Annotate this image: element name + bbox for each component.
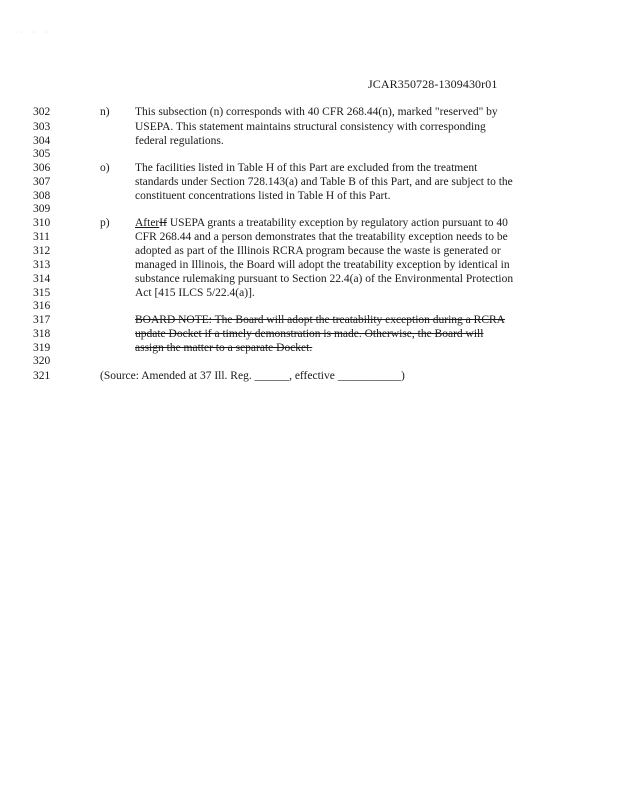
subsection-p-line: adopted as part of the Illinois RCRA program because the waste is generated or: [135, 245, 501, 257]
subsection-p-line: Act [415 ILCS 5/22.4(a)].: [135, 287, 255, 299]
line-text: USEPA grants a treatability exception by regulatory action pursuant to 40: [166, 217, 508, 229]
line-number: 305: [33, 148, 51, 160]
line-number: 309: [33, 203, 51, 215]
subsection-n-line: USEPA. This statement maintains structural consistency with corresponding: [135, 121, 486, 133]
source-note: (Source: Amended at 37 Ill. Reg. ______, effective ___________): [100, 370, 405, 382]
line-number: 311: [33, 231, 50, 243]
subsection-p-label: p): [100, 217, 110, 229]
line-number: 321: [33, 370, 51, 382]
line-number: 313: [33, 259, 51, 271]
line-number: 304: [33, 135, 51, 147]
line-number: 308: [33, 190, 51, 202]
line-number: 310: [33, 217, 51, 229]
subsection-n-label: n): [100, 106, 110, 118]
line-number: 314: [33, 273, 51, 285]
line-number: 319: [33, 342, 51, 354]
scan-speck: · · ·: [20, 28, 52, 37]
subsection-n-line: This subsection (n) corresponds with 40 CFR 268.44(n), marked "reserved" by: [135, 106, 498, 118]
line-number: 302: [33, 106, 51, 118]
subsection-p-line: managed in Illinois, the Board will adopt the treatability exception by identical in: [135, 259, 510, 271]
deleted-text: If: [159, 217, 167, 229]
line-number: 316: [33, 300, 51, 312]
inserted-text: After: [135, 217, 160, 229]
line-number: 318: [33, 328, 51, 340]
line-number: 306: [33, 162, 51, 174]
line-number: 307: [33, 176, 51, 188]
subsection-n-line: federal regulations.: [135, 135, 224, 147]
board-note-line: update Docket if a timely demonstration is made. Otherwise, the Board will: [135, 328, 484, 340]
subsection-o-line: constituent concentrations listed in Table H of this Part.: [135, 190, 391, 202]
subsection-p-line: [135, 217, 508, 229]
document-id: JCAR350728-1309430r01: [368, 77, 498, 91]
board-note-line: BOARD NOTE: The Board will adopt the treatability exception during a RCRA: [135, 314, 505, 326]
subsection-o-label: o): [100, 162, 110, 174]
line-number: 320: [33, 355, 51, 367]
subsection-p-line: substance rulemaking pursuant to Section 22.4(a) of the Environmental Protection: [135, 273, 514, 285]
subsection-p-line: CFR 268.44 and a person demonstrates that the treatability exception needs to be: [135, 231, 508, 243]
line-number: 317: [33, 314, 51, 326]
line-number: 315: [33, 287, 51, 299]
board-note-line: assign the matter to a separate Docket.: [135, 342, 313, 354]
line-number: 312: [33, 245, 51, 257]
subsection-o-line: The facilities listed in Table H of this Part are excluded from the treatment: [135, 162, 478, 174]
subsection-o-line: standards under Section 728.143(a) and Table B of this Part, and are subject to the: [135, 176, 513, 188]
line-number: 303: [33, 121, 51, 133]
